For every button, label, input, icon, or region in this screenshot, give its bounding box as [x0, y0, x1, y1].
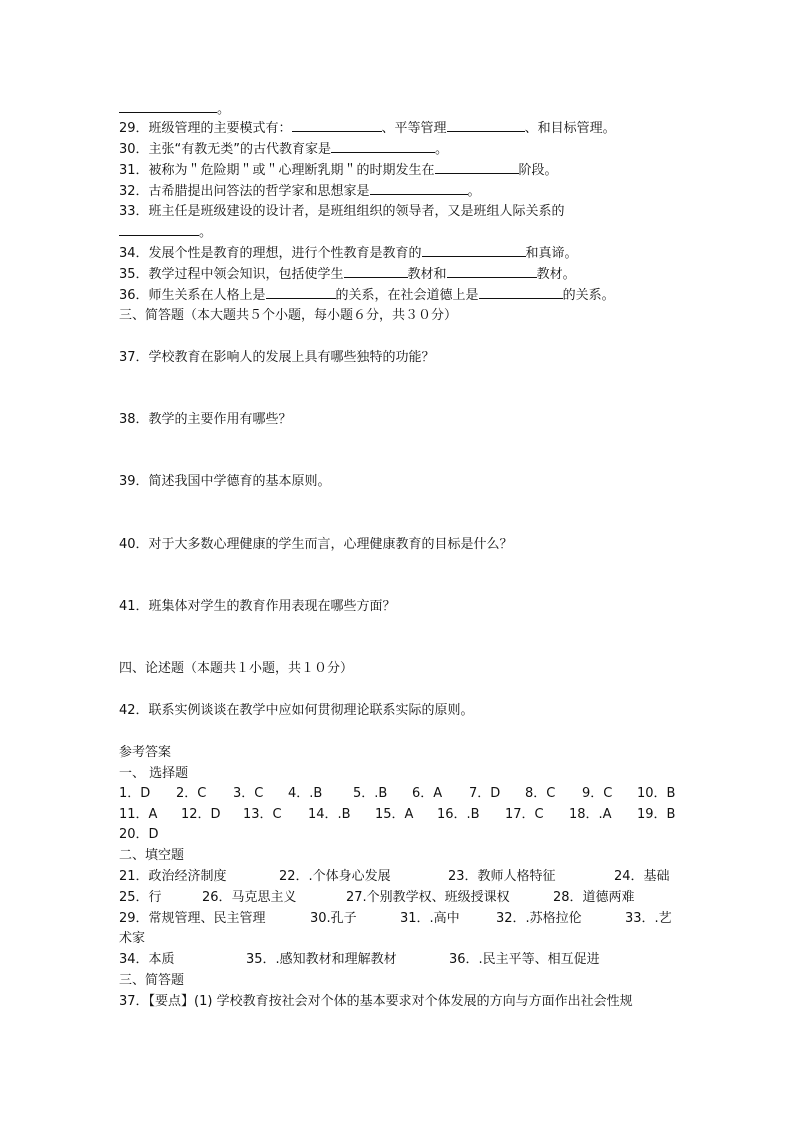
- fill-answers-row-4: [119, 951, 679, 969]
- fill-answer: 28．道德两难: [553, 890, 635, 905]
- answer-blank[interactable]: [479, 286, 563, 299]
- answer-blank[interactable]: [435, 161, 519, 174]
- fill-answer: 30.孔子: [310, 911, 357, 926]
- fill-section-title: 二、填空题: [119, 848, 185, 863]
- mc-answer: 6．A: [412, 786, 443, 801]
- answer-blank[interactable]: [370, 182, 468, 195]
- answer-blank[interactable]: [292, 119, 382, 132]
- fill-answer: 21．政治经济制度: [119, 869, 227, 884]
- answer-blank[interactable]: [119, 223, 199, 236]
- fill-answers-row-2: [119, 889, 679, 907]
- mc-answer: 11．A: [119, 807, 158, 822]
- mc-answer: 5．.B: [353, 786, 388, 801]
- question-34: 34．发展个性是教育的理想，进行个性教育是教育的 和真谛。: [119, 246, 578, 261]
- question-33-cont: 。: [119, 223, 212, 242]
- question-39: 39．简述我国中学德育的基本原则。: [119, 474, 331, 489]
- question-41: 41．班集体对学生的教育作用表现在哪些方面？: [119, 599, 396, 614]
- fill-answers-row-3-cont: 术家: [119, 931, 146, 946]
- fill-answer: 26．马克思主义: [202, 890, 297, 905]
- mc-answers-row-1: [119, 785, 679, 803]
- answer-blank[interactable]: [331, 140, 435, 153]
- fill-answers-row-3: [119, 910, 679, 928]
- mc-answer: 17．C: [505, 807, 544, 822]
- fill-answer: 31．.高中: [400, 911, 460, 926]
- answer-blank[interactable]: [344, 265, 408, 278]
- question-29: 29．班级管理的主要模式有： 、平等管理 、和目标管理。: [119, 121, 616, 136]
- question-38: 38．教学的主要作用有哪些？: [119, 412, 292, 427]
- mc-answer: 14．.B: [308, 807, 351, 822]
- fill-answer: 34．本质: [119, 952, 175, 967]
- mc-answer: 18．.A: [569, 807, 612, 822]
- mc-answer: 16．.B: [437, 807, 480, 822]
- question-32: 32．古希腊提出问答法的哲学家和思想家是 。: [119, 184, 481, 199]
- fill-answer: 33．.艺: [625, 911, 672, 926]
- mc-answers-row-2: [119, 806, 679, 824]
- mc-answer: 20．D: [119, 827, 159, 842]
- mc-answer: 3．C: [233, 786, 264, 801]
- section-4-title: 四、论述题（本题共１小题，共１０分）: [119, 661, 354, 676]
- mc-answers-row-3: [119, 826, 679, 844]
- section-3-title: 三、简答题（本大题共５个小题，每小题６分，共３０分）: [119, 308, 458, 323]
- question-42: 42．联系实例谈谈在教学中应如何贯彻理论联系实际的原则。: [119, 703, 474, 718]
- q28-continuation: [119, 100, 230, 119]
- fill-answer: 23．教师人格特征: [448, 869, 556, 884]
- q28-end: 。: [217, 102, 231, 117]
- fill-answers-row-1: [119, 868, 679, 886]
- answer-blank[interactable]: [422, 244, 526, 257]
- fill-answer: 22．.个体身心发展: [279, 869, 391, 884]
- question-37: 37．学校教育在影响人的发展上具有哪些独特的功能？: [119, 350, 435, 365]
- answer-blank[interactable]: [266, 286, 336, 299]
- answer-blank[interactable]: [447, 265, 537, 278]
- fill-answer: 29．常规管理、民主管理: [119, 911, 266, 926]
- fill-answer: 32．.苏格拉伦: [496, 911, 582, 926]
- mc-answer: 8．C: [525, 786, 556, 801]
- question-30: 30．主张“有教无类”的古代教育家是 。: [119, 142, 449, 157]
- fill-answer: 25．行: [119, 890, 162, 905]
- fill-answer: 24．基础: [614, 869, 670, 884]
- question-36: 36．师生关系在人格上是 的关系，在社会道德上是 的关系。: [119, 288, 615, 303]
- answer-blank[interactable]: [447, 119, 525, 132]
- question-35: 35．教学过程中领会知识，包括使学生 教材和 教材。: [119, 267, 576, 282]
- mc-section-title: 一、 选择题: [119, 766, 189, 781]
- mc-answer: 1．D: [119, 786, 151, 801]
- mc-answer: 13．C: [243, 807, 282, 822]
- mc-answer: 2．C: [176, 786, 207, 801]
- mc-answer: 10．B: [637, 786, 676, 801]
- question-33: 33．班主任是班级建设的设计者，是班组组织的领导者，又是班组人际关系的: [119, 204, 565, 219]
- mc-answer: 19．B: [637, 807, 676, 822]
- fill-answer: 36．.民主平等、相互促进: [449, 952, 600, 967]
- mc-answer: 9．C: [582, 786, 613, 801]
- answer-37: 37．【要点】(1) 学校教育按社会对个体的基本要求对个体发展的方向与方面作出社会性规: [119, 994, 633, 1009]
- question-31: 31．被称为＂危险期＂或＂心理断乳期＂的时期发生在 阶段。: [119, 163, 558, 178]
- question-40: 40．对于大多数心理健康的学生而言，心理健康教育的目标是什么？: [119, 537, 513, 552]
- short-answer-section-title: 三、简答题: [119, 973, 185, 988]
- mc-answer: 7．D: [469, 786, 501, 801]
- answer-blank[interactable]: [119, 100, 217, 113]
- mc-answer: 12．D: [181, 807, 221, 822]
- fill-answer: 27.个别教学权、班级授课权: [346, 890, 510, 905]
- mc-answer: 15．A: [375, 807, 414, 822]
- fill-answer: 35．.感知教材和理解教材: [246, 952, 397, 967]
- mc-answer: 4．.B: [288, 786, 323, 801]
- answers-title: 参考答案: [119, 745, 172, 760]
